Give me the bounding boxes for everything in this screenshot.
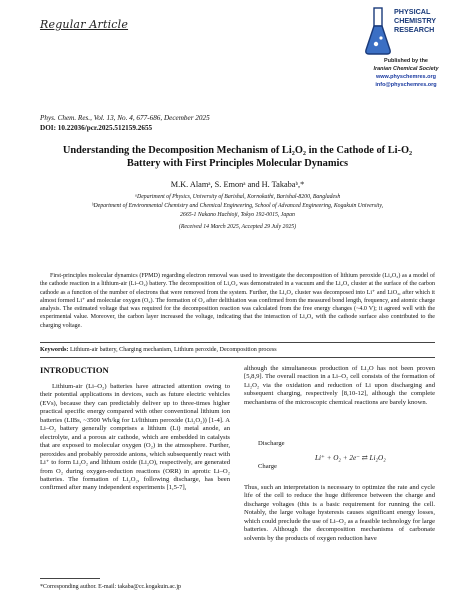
received-dates: (Received 14 March 2025, Accepted 29 July 2025): [178, 224, 297, 230]
equation-formula: Li⁺ + O₂ + 2e⁻ ⇄ Li₂O₂: [315, 454, 386, 462]
intro-right-column-bottom: Thus, such an interpretation is necessary to optimize the rate and cycle life of the cell to reduce the huge difference between the charge and discharge voltages (this is a basic requirement for running the cell. Notably, the large voltage hysteresis causes significant energy losses, which could preclude the use of Li–O₂ as a feasible technology for large batteries. Although the decomposition mechanisms of carbonate solvents by the products of oxygen reduction have: [244, 484, 435, 542]
equation-charge-label: Charge: [258, 463, 277, 470]
citation: Phys. Chem. Res., Vol. 13, No. 4, 677-686, December 2025: [40, 114, 210, 122]
affiliation-a: ᵃDepartment of Physics, University of Barishal, Kornokathi, Barishal-8200, Bangladesh: [134, 194, 341, 200]
keywords: [40, 347, 435, 353]
flask-logo-icon: [364, 6, 392, 56]
society-name: Iranian Chemical Society: [373, 66, 439, 72]
keywords-top-rule: [40, 342, 435, 343]
footnote-rule: [40, 578, 100, 579]
affiliation-b-address: 2665-1 Nakano Hachioji, Tokyo 192-0015, Japan: [180, 212, 295, 218]
journal-email-link[interactable]: info@physchemres.org: [375, 82, 437, 88]
article-type-label: Regular Article: [40, 18, 129, 31]
intro-left-column: Lithium-air (Li–O₂) batteries have attracted attention owing to their potential applications in devices, such as future electric vehicles (EVs), because they can predictably deliver up to three-times higher practical specific energy compared with other conventional lithium ion batteries (LIBs, ~3500 Wh/kg for Li/lithium peroxide (Li₂O₂)) [1-4]. A Li–O₂ battery generally comprises a lithium (Li) metal anode, an electrolyte, and a porous air cathode, which are embedded in catalysts that are exposed to molecular oxygen (O₂) in the atmosphere. Further, peroxides and probably peroxide anions, which subsequently react with Li⁺ to form Li₂O₂ and lithium oxide (Li₂O), respectively, are generated from O₂ during oxygen-reduction reactions (ORR) in aprotic Li–O₂ batteries. The formation of Li₂O₂, following discharge, has been confirmed after many independent experiments [1,5-7],: [40, 383, 230, 492]
section-heading-introduction: INTRODUCTION: [40, 365, 109, 375]
journal-logo: [364, 4, 456, 96]
published-by: Published by the: [383, 58, 428, 64]
title-line-2: Battery with First Principles Molecular Dynamics: [126, 158, 349, 169]
corresponding-author-footnote: *Corresponding author. E-mail: takaba@cc.kogakuin.ac.jp: [40, 584, 181, 590]
abstract: First-principles molecular dynamics (FPMD) regarding electron removal was used to investigate the decomposition of lithium peroxide (Li₂O₂) as a model of the cathode reaction in a lithium-air (Li–O₂) battery. The decomposition of Li₂O₂ was demonstrated in a vacuum and the Li₂O₂ cluster at the surface of the carbon cathode as a function of the number of electrons that were removed from the system. Further, the Li₂O₂ cluster was decomposed into Li⁺ and LiO₂, after which it almost formed Li⁺ and molecular oxygen (O₂). The formation of O₂ after delithiation was confirmed from the measured bond length, frequency, and atomic charge analysis. The estimated voltage that was required for the decomposition reaction was calculated from the free energy changes (~4.0 V); it agreed well with the experimental value. Moreover, the carbon layer increased the voltage, indicating that the interaction of Li₂O₂ with the cathode surface also contributed to the charging voltage.: [40, 273, 435, 329]
journal-name-line2: CHEMISTRY: [394, 16, 437, 25]
keywords-bottom-rule: [40, 357, 435, 358]
keywords-list: Lithium-air battery, Charging mechanism, Lithium peroxide, Decomposition process: [68, 347, 277, 353]
journal-name-line3: RESEARCH: [394, 25, 435, 34]
authors: M.K. Alamᵃ, S. Emonᵃ and H. Takabaᵇ,*: [170, 180, 305, 189]
doi[interactable]: DOI: 10.22036/pcr.2025.512159.2655: [40, 124, 153, 132]
equation-discharge-label: Discharge: [258, 440, 285, 447]
affiliation-b: ᵇDepartment of Environmental Chemistry and Chemical Engineering, School of Advanced Engineering, Kogakuin University,: [91, 203, 384, 209]
journal-name-line1: PHYSICAL: [394, 7, 431, 16]
journal-website-link[interactable]: www.physchemres.org: [375, 74, 436, 80]
title-line-1: Understanding the Decomposition Mechanism of Li₂O₂ in the Cathode of Li-O₂: [62, 145, 413, 156]
paper-title: [40, 144, 435, 170]
keywords-label: Keywords:: [40, 347, 69, 353]
intro-right-column-top: although the simultaneous production of Li₂O has not been proven [5,8,9]. The overall reaction in a Li–O₂ cell consists of the formation of Li₂O₂ via the oxidation and reduction of Li upon discharging and subsequent charging, respectively [8,10-12], although the complete mechanisms of the microscopic chemical reactions are barely known.: [244, 365, 435, 406]
